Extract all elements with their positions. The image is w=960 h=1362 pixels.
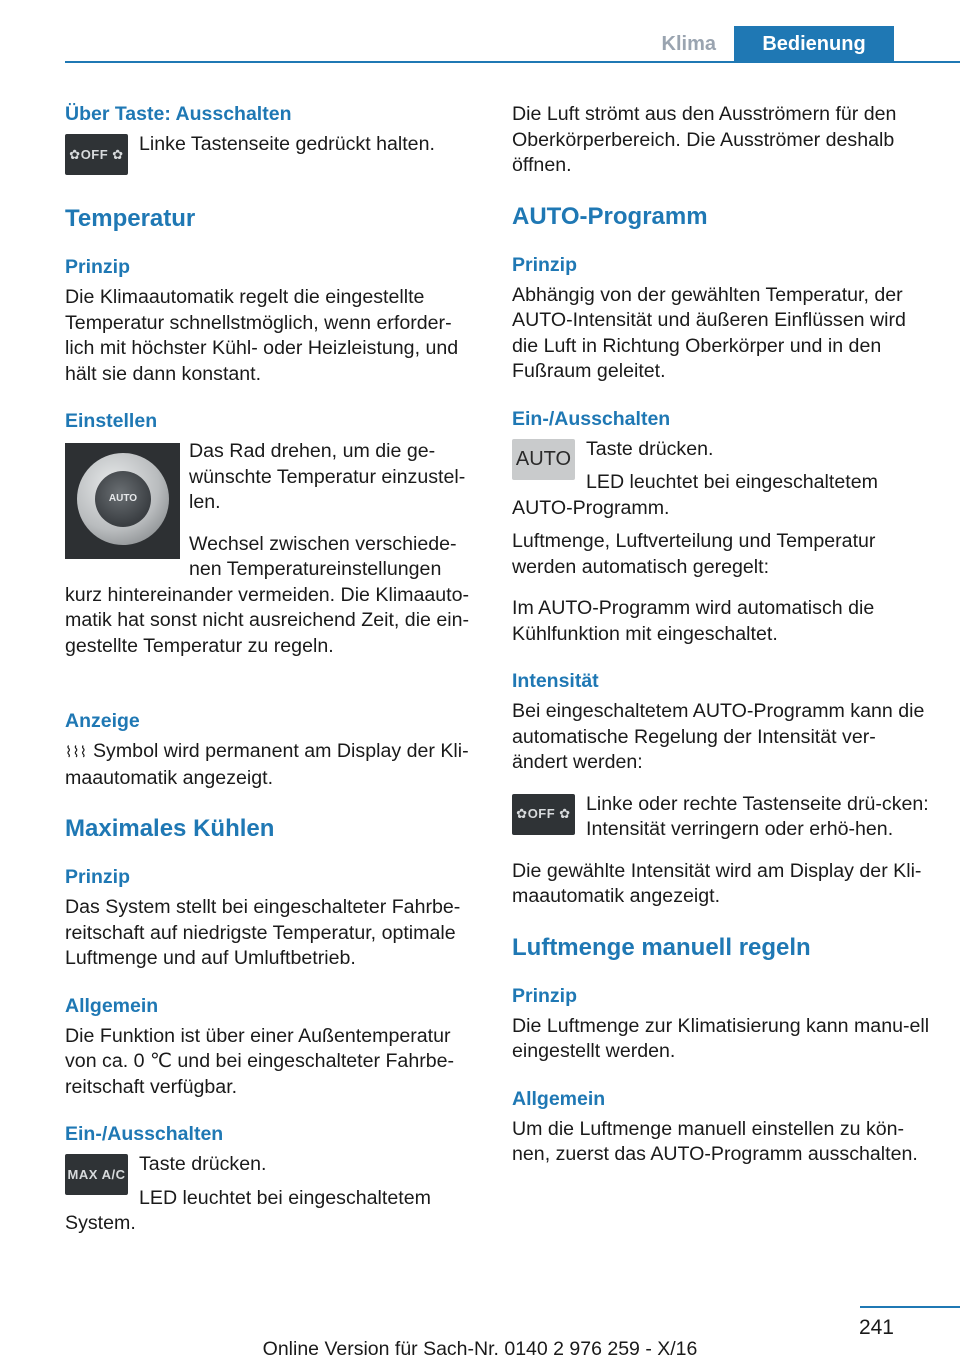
fan-off-button-icon: ✿OFF ✿ xyxy=(65,134,128,175)
heading-intensitaet: Intensität xyxy=(512,670,599,692)
prinzip-1-text: Die Klimaautomatik regelt die eingestellte Temperatur schnellstmöglich, wenn erforder-lich mit höchster Kühl- oder Heizleistung, und hält sie dann konstant. xyxy=(65,286,459,385)
heading-anzeige: Anzeige xyxy=(65,710,140,732)
max-ac-button-icon: MAX A/C xyxy=(65,1154,128,1195)
heading-allgemein-2: Allgemein xyxy=(512,1087,606,1110)
ein-aus-1-text-2: LED leuchtet bei eingeschaltetem System. xyxy=(65,1186,431,1234)
ausschalten-text: Linke Tastenseite gedrückt halten. xyxy=(139,133,435,155)
heading-ein-aus-1: Ein-/Ausschalten xyxy=(65,1123,224,1145)
prinzip-3-text: Abhängig von der gewählten Temperatur, der AUTO-Intensität und äußeren Einflüssen wird die Luft in Richtung Oberkörper und in den Fußraum geleitet. xyxy=(512,283,906,382)
luft-text: Die Luft strömt aus den Ausströmern für den Oberkörperbereich. Die Ausströmer deshalb öffnen. xyxy=(512,103,897,176)
einstellen-block xyxy=(65,439,480,675)
ein-aus-2-text-1: Taste drücken. xyxy=(586,437,714,460)
heading-maximales-kuehlen: Maximales Kühlen xyxy=(65,815,275,842)
ein-aus-2-text-4: Im AUTO-Programm wird automatisch die Kühlfunktion mit eingeschaltet. xyxy=(512,597,875,645)
page-number: 241 xyxy=(858,1316,894,1339)
max-ac-block xyxy=(65,1152,480,1253)
einstellen-text-1: Das Rad drehen, um die ge-wünschte Temperatur einzustel-len. xyxy=(189,440,466,513)
heading-temperatur: Temperatur xyxy=(65,205,196,232)
ein-aus-2-text-2: LED leuchtet bei eingeschaltetem AUTO-Programm. xyxy=(512,471,878,519)
einstellen-text-2: Wechsel zwischen verschiede-nen Temperatureinstellungen kurz hintereinander vermeiden. Die Klimaauto-matik hat sonst nicht ausreichend Zeit, die ein-gestellte Temperatur zu regeln. xyxy=(65,532,470,657)
anzeige-paragraph xyxy=(65,739,480,791)
prinzip-4-text: Die Luftmenge zur Klimatisierung kann manu-ell eingestellt werden. xyxy=(512,1014,930,1062)
heading-auto-programm: AUTO-Programm xyxy=(512,202,708,230)
fan-intensity-button-icon: ✿OFF ✿ xyxy=(512,794,575,835)
online-version-note: Online Version für Sach-Nr. 0140 2 976 259 - X/16 xyxy=(262,1338,698,1360)
intensitaet-text-2: Linke oder rechte Tastenseite drü-cken: Intensität verringern oder erhö-hen. xyxy=(586,792,929,840)
heading-einstellen: Einstellen xyxy=(65,410,158,432)
heading-allgemein-1: Allgemein xyxy=(65,994,159,1017)
header-rule xyxy=(65,61,960,63)
auto-block xyxy=(512,437,930,530)
ein-aus-1-text-1: Taste drücken. xyxy=(139,1153,267,1175)
right-column xyxy=(512,102,930,1184)
heading-ein-aus-2: Ein-/Ausschalten xyxy=(512,407,671,430)
intensitaet-text-1: Bei eingeschaltetem AUTO-Programm kann die automatische Regelung der Intensität ver-ändert werden: xyxy=(512,700,925,773)
knob-auto-label: AUTO xyxy=(95,471,151,527)
max-cool-symbol-icon: ⌇⌇⌇ xyxy=(65,744,87,761)
footer-rule xyxy=(860,1306,960,1308)
header-tab-klima: Klima xyxy=(661,33,716,55)
temperature-knob-image xyxy=(65,443,180,559)
prinzip-2-text: Das System stellt bei eingeschalteter Fahrbe-reitschaft auf niedrigste Temperatur, optimale Luftmenge und auf Umluftbetrieb. xyxy=(65,896,461,969)
heading-prinzip-3: Prinzip xyxy=(512,253,578,276)
fan-off-block xyxy=(65,132,480,181)
intensitaet-block xyxy=(512,792,930,859)
allgemein-2-text: Um die Luftmenge manuell einstellen zu kön-nen, zuerst das AUTO-Programm ausschalten. xyxy=(512,1117,918,1165)
heading-luftmenge: Luftmenge manuell regeln xyxy=(512,933,811,961)
heading-prinzip-2: Prinzip xyxy=(65,866,131,888)
page-header xyxy=(0,0,960,62)
allgemein-1-text: Die Funktion ist über einer Außentemperatur von ca. 0 ℃ und bei eingeschalteter Fahrbe-reitschaft verfügbar. xyxy=(65,1024,455,1098)
header-tab-bedienung: Bedienung xyxy=(734,26,894,62)
heading-prinzip-1: Prinzip xyxy=(65,256,131,278)
intensitaet-text-3: Die gewählte Intensität wird am Display der Kli-maautomatik angezeigt. xyxy=(512,859,922,907)
anzeige-text: Symbol wird permanent am Display der Kli-maautomatik angezeigt. xyxy=(65,740,469,789)
left-column xyxy=(65,102,480,1253)
ein-aus-2-text-3: Luftmenge, Luftverteilung und Temperatur werden automatisch geregelt: xyxy=(512,530,876,578)
heading-ausschalten: Über Taste: Ausschalten xyxy=(65,103,292,125)
auto-button-icon: AUTO xyxy=(512,439,575,480)
heading-prinzip-4: Prinzip xyxy=(512,984,578,1007)
